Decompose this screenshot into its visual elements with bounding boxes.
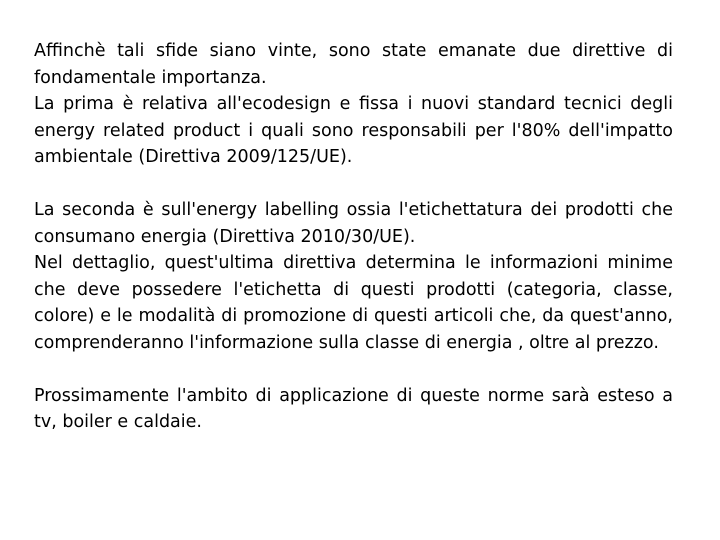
paragraph-spacer (34, 171, 673, 198)
slide-text-body (34, 38, 673, 436)
paragraph-challenges: Affinchè tali sfide siano vinte, sono state emanate due direttive di fondamentale importanza. (34, 41, 673, 88)
paragraph-energy-labelling-directive: La seconda è sull'energy labelling ossia l'etichettatura dei prodotti che consumano energia (Direttiva 2010/30/UE). (34, 200, 673, 247)
paragraph-future-scope: Prossimamente l'ambito di applicazione di queste norme sarà esteso a tv, boiler e caldaie. (34, 385, 673, 432)
paragraph-spacer (34, 356, 673, 383)
paragraph-ecodesign-directive: La prima è relativa all'ecodesign e fissa i nuovi standard tecnici degli energy related product i quali sono responsabili per l'80% dell'impatto ambientale (Direttiva 2009/125/UE). (34, 94, 673, 167)
paragraph-label-details: Nel dettaglio, quest'ultima direttiva determina le informazioni minime che deve possedere l'etichetta di questi prodotti (categoria, classe, colore) e le modalità di promozione di questi articoli che, da quest'anno, comprenderanno l'informazione sulla classe di energia , oltre al prezzo. (34, 253, 673, 353)
